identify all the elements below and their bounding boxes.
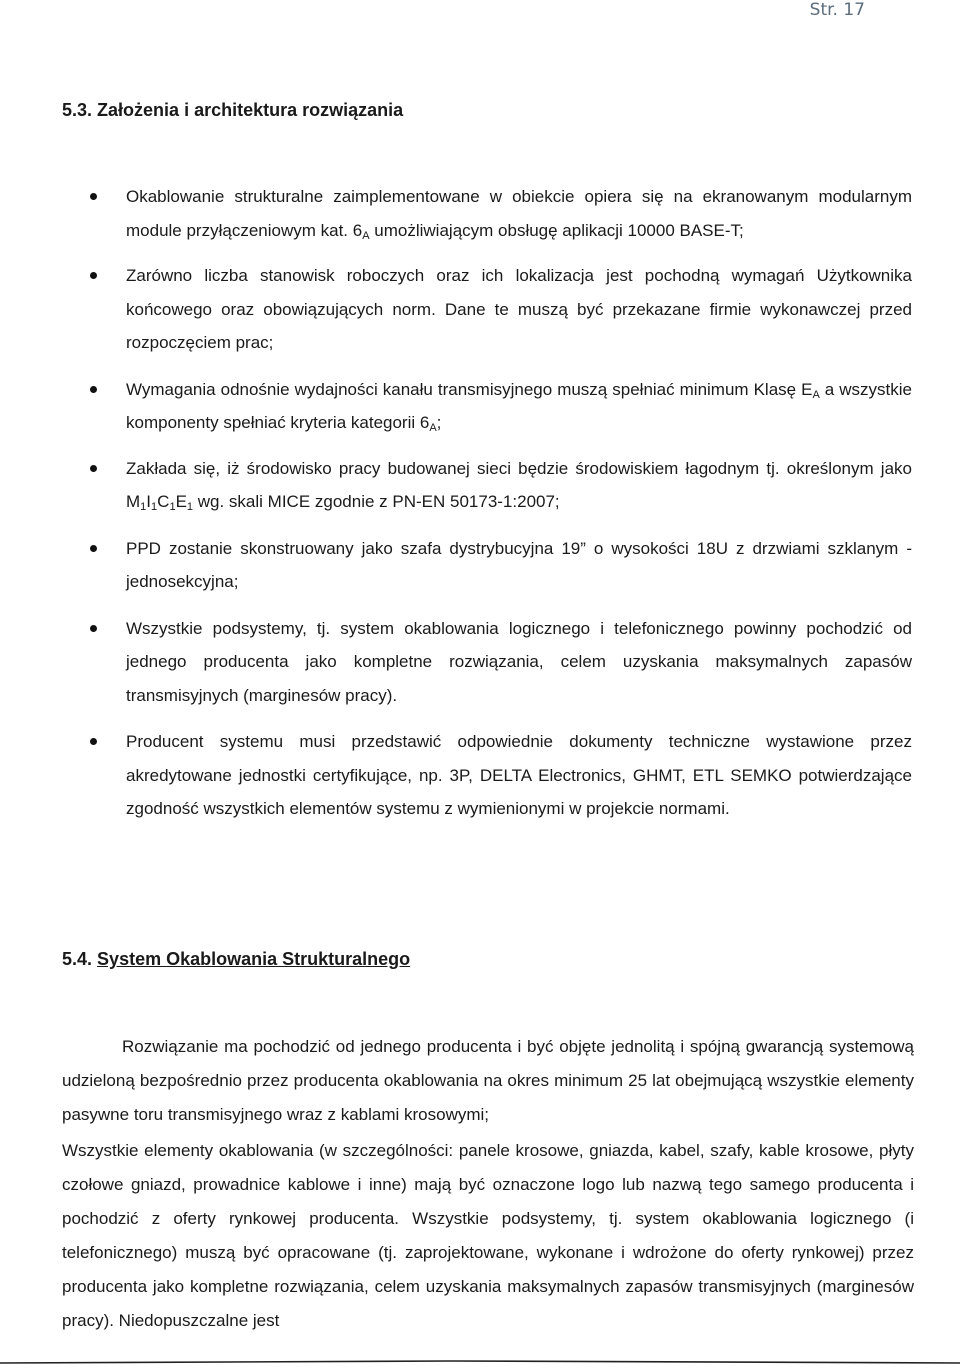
section-heading-5-3 xyxy=(62,100,403,121)
bullet-icon xyxy=(90,545,97,552)
bullet-icon xyxy=(90,193,97,200)
list-item: Okablowanie strukturalne zaimplementowane w obiekcie opiera się na ekranowanym modularnym module przyłączeniowym kat. $6_A$ umożliwiającym obsługę aplikacji 10000 BASE-T; xyxy=(0,180,960,247)
list-item: Wszystkie podsystemy, tj. system okablowania logicznego i telefonicznego powinny pochodzić od jednego producenta jako kompletne rozwiązania, celem uzyskania maksymalnych zapasów transmisyjnych (marginesów pracy). xyxy=(0,612,960,713)
section-title: Założenia i architektura rozwiązania xyxy=(97,100,404,120)
footer-rule xyxy=(0,1357,960,1369)
bullet-icon xyxy=(90,738,97,745)
bullet-icon xyxy=(90,272,97,279)
paragraph: Wszystkie elementy okablowania (w szczególności: panele krosowe, gniazda, kabel, szafy, kable krosowe, płyty czołowe gniazd, prowadnice kablowe i inne) mają być oznaczone logo lub nazwą tego samego producenta i pochodzić z oferty rynkowej producenta. Wszystkie podsystemy, tj. system okablowania logicznego (i telefonicznego) muszą być opracowane (tj. zaprojektowane, wykonane i wdrożone do oferty rynkowej) przez producenta jako kompletne rozwiązania, celem uzyskania maksymalnych zapasów transmisyjnych (marginesów pracy). Niedopuszczalne jest xyxy=(62,1141,914,1330)
requirements-list xyxy=(0,180,960,826)
page-number: Str. 17 xyxy=(809,0,865,20)
section-title: System Okablowania Strukturalnego xyxy=(97,949,411,969)
list-item: Zakłada się, iż środowisko pracy budowanej sieci będzie środowiskiem łagodnym tj. określonym jako $M_1I_1C_1E_1$ wg. skali MICE zgodnie z PN-EN 50173-1:2007; xyxy=(0,452,960,519)
section-heading-5-4 xyxy=(62,949,410,970)
bullet-icon xyxy=(90,625,97,632)
paragraph: Rozwiązanie ma pochodzić od jednego producenta i być objęte jednolitą i spójną gwarancją systemową udzieloną bezpośrednio przez producenta okablowania na okres minimum 25 lat obejmującą wszystkie elementy pasywne toru transmisyjnego wraz z kablami krosowymi; xyxy=(62,1037,914,1124)
section-number: 5.3. xyxy=(62,100,93,120)
section-body xyxy=(62,1030,914,1338)
section-number: 5.4. xyxy=(62,949,93,969)
bullet-icon xyxy=(90,465,97,472)
list-item: Producent systemu musi przedstawić odpowiednie dokumenty techniczne wystawione przez akredytowane jednostki certyfikujące, np. 3P, DELTA Electronics, GHMT, ETL SEMKO potwierdzające zgodność wszystkich elementów systemu z wymienionymi w projekcie normami. xyxy=(0,725,960,826)
list-item: PPD zostanie skonstruowany jako szafa dystrybucyjna 19” o wysokości 18U z drzwiami szklanym - jednosekcyjna; xyxy=(0,532,960,599)
list-item: Wymagania odnośnie wydajności kanału transmisyjnego muszą spełniać minimum Klasę $E_A$ a wszystkie komponenty spełniać kryteria kategorii $6_A$; xyxy=(0,373,960,440)
list-item: Zarówno liczba stanowisk roboczych oraz ich lokalizacja jest pochodną wymagań Użytkownika końcowego oraz obowiązujących norm. Dane te muszą być przekazane firmie wykonawczej przed rozpoczęciem prac; xyxy=(0,259,960,360)
bullet-icon xyxy=(90,386,97,393)
